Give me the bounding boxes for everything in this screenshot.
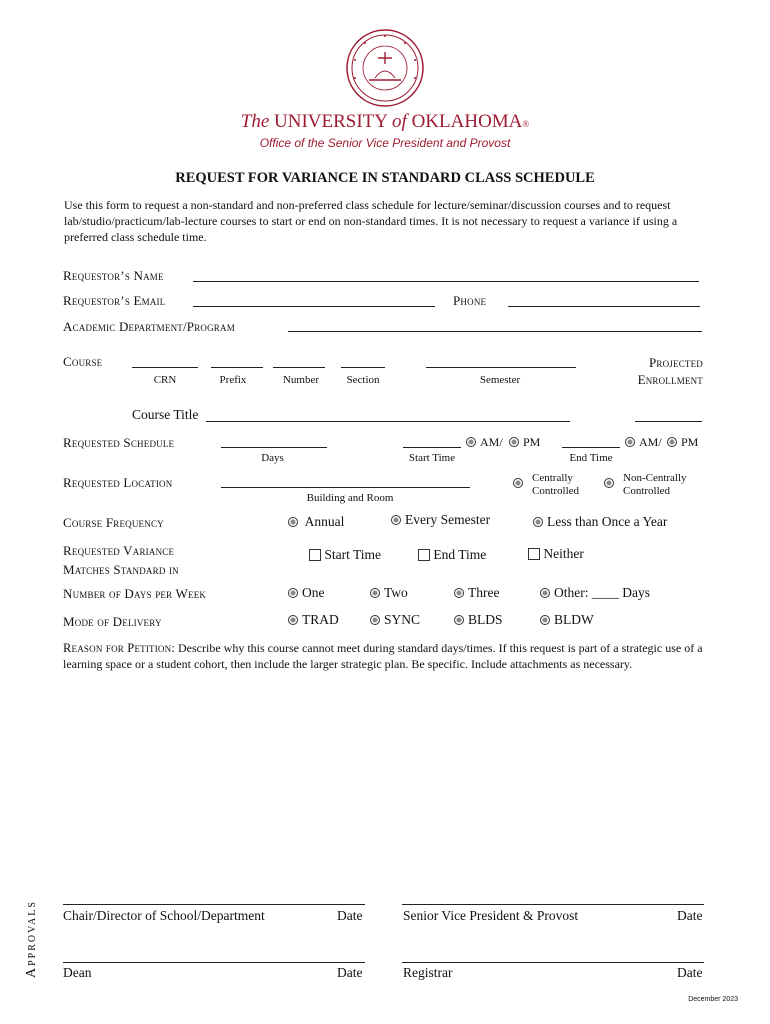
building-room-caption: Building and Room bbox=[306, 492, 394, 504]
variance-neither-checkbox[interactable] bbox=[528, 546, 584, 562]
variance-start-checkbox[interactable] bbox=[309, 547, 381, 563]
radio-icon bbox=[288, 588, 298, 598]
building-room-field[interactable] bbox=[221, 487, 470, 488]
less-than-once-label: Less than Once a Year bbox=[547, 514, 668, 529]
phone-label: Phone bbox=[453, 293, 487, 308]
reason-text: Describe why this course cannot meet during standard days/times. If this request is part of a strategic use of a learning space or a student cohort, then include the larger strategic plan. Be specific. Include attachments as necessary. bbox=[63, 641, 703, 671]
am-label: AM/ bbox=[639, 435, 662, 449]
three-label: Three bbox=[468, 585, 500, 600]
university-wordmark: The UNIVERSITY of OKLAHOMA® bbox=[240, 111, 530, 132]
requestor-email-label: Requestor’s Email bbox=[63, 293, 166, 308]
radio-icon bbox=[391, 515, 401, 525]
centrally-line: Centrally bbox=[532, 472, 573, 484]
course-title-label: Course Title bbox=[132, 407, 199, 422]
radio-icon bbox=[540, 588, 550, 598]
days-caption: Days bbox=[261, 452, 284, 464]
other-label: Other: ____ Days bbox=[554, 585, 650, 600]
bldw-label: BLDW bbox=[554, 612, 594, 627]
registrar-label: Registrar bbox=[403, 965, 453, 980]
mode-label: Mode of Delivery bbox=[63, 614, 162, 629]
variance-end-checkbox[interactable] bbox=[418, 547, 486, 563]
three-radio[interactable] bbox=[454, 585, 499, 601]
office-subtitle: Office of the Senior Vice President and Provost bbox=[259, 136, 511, 150]
semester-field[interactable] bbox=[426, 367, 576, 368]
end-time-caption: End Time bbox=[569, 452, 613, 464]
registrar-signature-line[interactable] bbox=[402, 962, 704, 963]
requested-location-label: Requested Location bbox=[63, 475, 173, 490]
chair-date-label: Date bbox=[337, 908, 363, 923]
radio-icon bbox=[370, 588, 380, 598]
crn-caption: CRN bbox=[153, 374, 177, 386]
dean-signature-line[interactable] bbox=[63, 962, 365, 963]
one-label: One bbox=[302, 585, 325, 600]
requestor-name-field[interactable] bbox=[193, 281, 699, 282]
radio-icon bbox=[454, 615, 464, 625]
radio-icon bbox=[370, 615, 380, 625]
radio-icon bbox=[509, 437, 519, 447]
sync-label: SYNC bbox=[384, 612, 421, 627]
every-semester-radio[interactable] bbox=[391, 512, 490, 528]
course-label: Course bbox=[63, 354, 103, 369]
prefix-caption: Prefix bbox=[219, 374, 247, 386]
phone-field[interactable] bbox=[508, 306, 700, 307]
sync-radio[interactable] bbox=[370, 612, 420, 628]
requestor-email-field[interactable] bbox=[193, 306, 435, 307]
noncentrally-controlled-radio[interactable] bbox=[604, 472, 687, 498]
v-end-label: End Time bbox=[433, 547, 487, 562]
checkbox-icon bbox=[528, 548, 540, 560]
number-field[interactable] bbox=[273, 367, 325, 368]
am-label: AM/ bbox=[480, 435, 503, 449]
radio-icon bbox=[288, 615, 298, 625]
semester-caption: Semester bbox=[479, 374, 521, 386]
start-am-radio[interactable] bbox=[466, 435, 503, 450]
matches-line: Matches Standard in bbox=[63, 562, 179, 577]
days-field[interactable] bbox=[221, 447, 327, 448]
reason-text-area[interactable] bbox=[63, 680, 708, 880]
svp-signature-line[interactable] bbox=[402, 904, 704, 905]
checkbox-icon bbox=[309, 549, 321, 561]
academic-dept-field[interactable] bbox=[288, 331, 702, 332]
dean-label: Dean bbox=[63, 965, 92, 980]
blds-label: BLDS bbox=[468, 612, 503, 627]
end-am-radio[interactable] bbox=[625, 435, 662, 450]
projected-enrollment-label bbox=[600, 354, 703, 388]
radio-icon bbox=[466, 437, 476, 447]
university-seal bbox=[345, 28, 425, 108]
start-time-field[interactable] bbox=[403, 447, 461, 448]
end-time-field[interactable] bbox=[562, 447, 620, 448]
crn-field[interactable] bbox=[132, 367, 198, 368]
centrally-controlled-radio[interactable] bbox=[513, 472, 579, 498]
trad-label: TRAD bbox=[302, 612, 339, 627]
bldw-radio[interactable] bbox=[540, 612, 594, 628]
radio-icon bbox=[625, 437, 635, 447]
checkbox-icon bbox=[418, 549, 430, 561]
start-pm-radio[interactable] bbox=[509, 435, 540, 450]
radio-icon bbox=[540, 615, 550, 625]
pm-label: PM bbox=[523, 435, 541, 449]
enrollment-line: Enrollment bbox=[637, 372, 703, 387]
approvals-side-label: Approvals bbox=[24, 900, 39, 978]
projected-enrollment-field[interactable] bbox=[635, 421, 702, 422]
section-field[interactable] bbox=[341, 367, 385, 368]
annual-radio[interactable] bbox=[288, 514, 344, 530]
two-radio[interactable] bbox=[370, 585, 408, 601]
academic-dept-label: Academic Department/Program bbox=[63, 319, 235, 334]
section-caption: Section bbox=[346, 374, 380, 386]
chair-label: Chair/Director of School/Department bbox=[63, 908, 265, 923]
annual-label: Annual bbox=[304, 514, 345, 529]
days-per-week-label: Number of Days per Week bbox=[63, 586, 207, 601]
radio-icon bbox=[288, 517, 298, 527]
form-title: REQUEST FOR VARIANCE IN STANDARD CLASS SCHEDULE bbox=[175, 170, 595, 186]
reason-label: Reason for Petition: bbox=[63, 641, 176, 655]
projected-line: Projected bbox=[648, 355, 703, 370]
blds-radio[interactable] bbox=[454, 612, 503, 628]
radio-icon bbox=[513, 478, 523, 488]
one-radio[interactable] bbox=[288, 585, 325, 601]
number-caption: Number bbox=[282, 374, 320, 386]
course-frequency-label: Course Frequency bbox=[63, 515, 164, 530]
radio-icon bbox=[667, 437, 677, 447]
less-than-once-radio[interactable] bbox=[533, 514, 667, 530]
other-radio[interactable] bbox=[540, 585, 650, 601]
noncentrally-line: Non-Centrally bbox=[623, 472, 687, 484]
version-date: December 2023 bbox=[688, 996, 738, 1003]
svp-date-label: Date bbox=[677, 908, 703, 923]
variance-label bbox=[63, 541, 179, 579]
reason-for-petition bbox=[63, 640, 713, 672]
two-label: Two bbox=[384, 585, 408, 600]
form-intro: Use this form to request a non-standard and non-preferred class schedule for lecture/seminar/discussion courses and to request lab/studio/practicum/lab-lecture courses to start or end on non-standard times. It is not necessary to request a variance if using a preferred class schedule time. bbox=[64, 198, 678, 244]
requestor-name-label: Requestor’s Name bbox=[63, 268, 164, 283]
controlled-line: Controlled bbox=[623, 485, 671, 497]
radio-icon bbox=[454, 588, 464, 598]
trad-radio[interactable] bbox=[288, 612, 339, 628]
radio-icon bbox=[604, 478, 614, 488]
controlled-line: Controlled bbox=[532, 485, 580, 497]
registrar-date-label: Date bbox=[677, 965, 703, 980]
pm-label: PM bbox=[681, 435, 699, 449]
chair-signature-line[interactable] bbox=[63, 904, 365, 905]
variance-line: Requested Variance bbox=[63, 543, 175, 558]
prefix-field[interactable] bbox=[211, 367, 263, 368]
dean-date-label: Date bbox=[337, 965, 363, 980]
course-title-field[interactable] bbox=[206, 421, 570, 422]
v-start-label: Start Time bbox=[324, 547, 382, 562]
end-pm-radio[interactable] bbox=[667, 435, 698, 450]
every-semester-label: Every Semester bbox=[405, 512, 491, 527]
svp-label: Senior Vice President & Provost bbox=[403, 908, 579, 923]
start-time-caption: Start Time bbox=[408, 452, 456, 464]
v-neither-label: Neither bbox=[543, 546, 584, 561]
radio-icon bbox=[533, 517, 543, 527]
requested-schedule-label: Requested Schedule bbox=[63, 435, 175, 450]
